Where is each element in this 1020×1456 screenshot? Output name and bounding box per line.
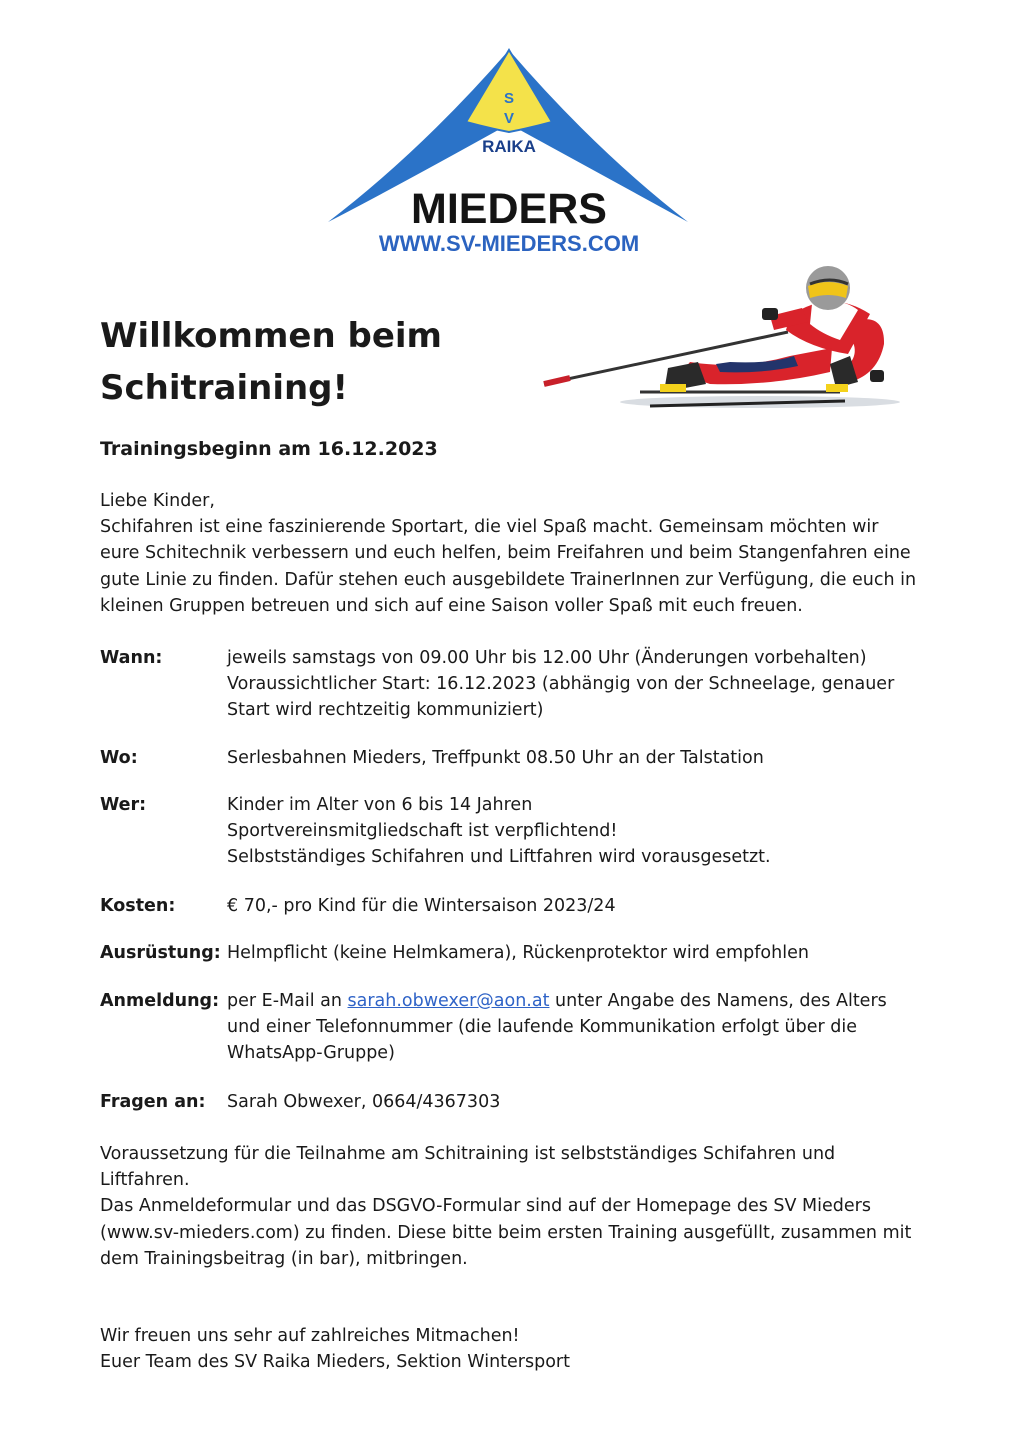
notes-line: Das Anmeldeformular und das DSGVO-Formular sind auf der Homepage des SV Mieders	[100, 1196, 871, 1217]
intro-paragraph	[100, 488, 915, 619]
detail-value-line: Selbstständiges Schifahren und Liftfahren wird vorausgesetzt.	[227, 847, 771, 868]
detail-value-wer	[227, 792, 917, 871]
closing-line: Wir freuen uns sehr auf zahlreiches Mitmachen!	[100, 1326, 520, 1346]
intro-line: kleinen Gruppen betreuen und sich auf eine Saison voller Spaß mit euch freuen.	[100, 595, 803, 616]
closing-line: Euer Team des SV Raika Mieders, Sektion Wintersport	[100, 1352, 570, 1373]
detail-value-line: Voraussichtlicher Start: 16.12.2023 (abhängig von der Schneelage, genauer	[227, 674, 895, 695]
detail-label-ausruestung: Ausrüstung:	[100, 943, 221, 963]
intro-line: Schifahren ist eine faszinierende Sportart, die viel Spaß macht. Gemeinsam möchten wir	[100, 517, 879, 538]
detail-value-line: Serlesbahnen Mieders, Treffpunkt 08.50 Uhr an der Talstation	[227, 748, 764, 768]
detail-value-line: jeweils samstags von 09.00 Uhr bis 12.00 Uhr (Änderungen vorbehalten)	[227, 648, 867, 668]
detail-label-wer: Wer:	[100, 795, 147, 815]
detail-label-kosten: Kosten:	[100, 896, 176, 916]
detail-value-line: € 70,- pro Kind für die Wintersaison 2023/24	[227, 896, 616, 916]
logo-sponsor: RAIKA	[482, 137, 536, 156]
logo-website: WWW.SV-MIEDERS.COM	[378, 231, 640, 256]
logo-letter-v: V	[503, 110, 515, 127]
logo-letter-s: S	[503, 90, 515, 107]
intro-line: gute Linie zu finden. Dafür stehen euch ausgebildete TrainerInnen zur Verfügung, die euch in	[100, 569, 917, 590]
skier-illustration-icon	[540, 256, 902, 416]
page-title-line-1: Willkommen beim	[100, 316, 442, 356]
detail-value-line: Sportvereinsmitgliedschaft ist verpflichtend!	[227, 821, 618, 842]
notes-line: (www.sv-mieders.com) zu finden. Diese bitte beim ersten Training ausgefüllt, zusammen mit	[100, 1222, 912, 1243]
detail-value-line: Start wird rechtzeitig kommuniziert)	[227, 700, 544, 721]
detail-value-line: und einer Telefonnummer (die laufende Kommunikation erfolgt über die	[227, 1017, 857, 1038]
notes-line: Liftfahren.	[100, 1170, 190, 1191]
closing-paragraph	[100, 1323, 915, 1375]
detail-value-kosten	[227, 893, 917, 919]
detail-value-line: Kinder im Alter von 6 bis 14 Jahren	[227, 795, 533, 815]
training-start-date: Trainingsbeginn am 16.12.2023	[100, 438, 438, 460]
detail-value-line: Helmpflicht (keine Helmkamera), Rückenprotektor wird empfohlen	[227, 943, 809, 963]
intro-line: eure Schitechnik verbessern und euch helfen, beim Freifahren und beim Stangenfahren eine	[100, 543, 911, 564]
detail-value-ausruestung	[227, 940, 917, 966]
detail-value-line: Sarah Obwexer, 0664/4367303	[227, 1092, 501, 1112]
detail-value-line	[227, 988, 917, 1014]
notes-line: dem Trainingsbeitrag (in bar), mitbringen.	[100, 1248, 468, 1269]
detail-value-anmeldung	[227, 988, 917, 1067]
detail-value-line: WhatsApp-Gruppe)	[227, 1043, 395, 1064]
page-title-line-2: Schitraining!	[100, 368, 349, 408]
club-logo	[326, 46, 690, 260]
detail-label-wann: Wann:	[100, 648, 163, 668]
anmeldung-prefix: per E-Mail an	[227, 991, 348, 1011]
detail-value-wo	[227, 745, 917, 771]
intro-greeting: Liebe Kinder,	[100, 491, 215, 511]
anmeldung-suffix: unter Angabe des Namens, des Alters	[549, 991, 887, 1011]
detail-value-fragen	[227, 1089, 917, 1115]
notes-paragraph	[100, 1141, 915, 1272]
detail-label-anmeldung: Anmeldung:	[100, 991, 220, 1011]
page-title	[100, 310, 520, 414]
detail-value-wann	[227, 645, 917, 724]
logo-club-name: MIEDERS	[411, 185, 607, 233]
email-link[interactable]: sarah.obwexer@aon.at	[347, 991, 550, 1011]
detail-label-wo: Wo:	[100, 748, 138, 768]
detail-label-fragen: Fragen an:	[100, 1092, 206, 1112]
notes-line: Voraussetzung für die Teilnahme am Schitraining ist selbstständiges Schifahren und	[100, 1144, 836, 1164]
